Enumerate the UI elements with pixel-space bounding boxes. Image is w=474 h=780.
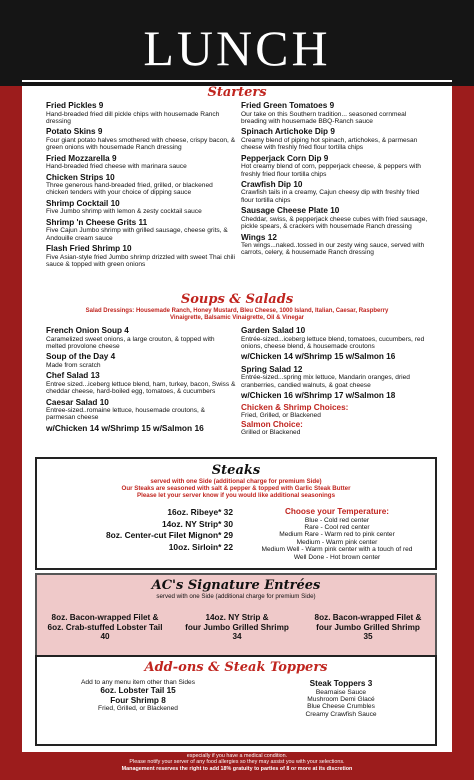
signature-line: 8oz. Bacon-wrapped Filet &: [51, 613, 159, 622]
spring-addons: w/Chicken 16 w/Shrimp 17 w/Salmon 18: [241, 391, 396, 401]
menu-item: [46, 101, 236, 125]
item-name: Spinach Artichoke Dip 9: [241, 127, 335, 137]
topper-item: Blue Cheese Crumbles: [307, 703, 375, 711]
signature-line: 6oz. Crab-stuffed Lobster Tail: [47, 622, 163, 632]
signature-price: 34: [232, 632, 242, 641]
item-desc: Caramelized sweet onions, a large crouton, & topped with melted provolone cheese: [46, 335, 215, 350]
soups-heading: Soups & Salads: [180, 292, 294, 307]
addons-sub: Add to any menu item other than Sides: [81, 679, 195, 686]
menu-item: [241, 233, 431, 257]
item-name: Caesar Salad 10: [46, 397, 109, 407]
steaks-sub-1: served with one Side (additional charge for premium Side): [150, 478, 322, 485]
item-name: Pepperjack Corn Dip 9: [241, 153, 329, 163]
item-desc: Our take on this Southern tradition... seasoned cornmeal breading with housemade BBQ-Ranch sauce: [241, 110, 407, 125]
header-divider: [22, 80, 452, 82]
item-desc: Three generous hand-breaded fried, grilled, or blackened chicken tenders with your choice of dipping sauce: [46, 182, 213, 197]
item-name: Garden Salad 10: [241, 326, 306, 335]
starters-heading: Starters: [207, 85, 267, 100]
item-desc: Creamy blend of piping hot spinach, artichokes, & parmesan cheese with freshly fried flour tortilla chips: [241, 136, 418, 152]
item-desc: Cheddar, swiss, & pepperjack cheese cubes with fried sausage, pickle spears, & crackers with housemade Ranch dressing: [241, 215, 428, 231]
addons-box: [35, 655, 437, 746]
soups-left-column: [46, 326, 236, 433]
item-desc: Hot creamy blend of corn, pepperjack cheese, & peppers with freshly fried flour tortilla chips: [241, 163, 421, 178]
temperature-item: Well Done - Hot brown center: [293, 553, 381, 561]
steak-item: 16oz. Ribeye* 32: [167, 507, 233, 517]
salad-dressings: Salad Dressings: Housemade Ranch, Honey Mustard, Bleu Cheese, 1000 Island, Italian, Caesar, Raspberry Vinaigrette, Balsamic Vinaigrette, Oil & Vinegar: [85, 308, 389, 321]
footer: [0, 746, 474, 772]
temperature-item: Medium Rare - Warm red to pink center: [279, 531, 395, 539]
item-desc: Four giant potato halves smothered with cheese, crispy bacon, & green onions with housemade Ranch dressing: [46, 136, 236, 152]
page-title: LUNCH: [143, 20, 331, 76]
item-desc: Entrée-sized...spring mix lettuce, Mandarin oranges, dried cranberries, candied walnuts, & goat cheese: [241, 374, 410, 389]
item-name: Soup of the Day 4: [46, 352, 116, 362]
item-desc: Hand-breaded fried dill pickle chips with housemade Ranch dressing: [46, 110, 220, 125]
addon-item: 6oz. Lobster Tail 15: [100, 686, 176, 696]
addon-item: Four Shrimp 8: [110, 695, 166, 705]
item-desc: Crawfish tails in a creamy, Cajun cheesy dip with freshly fried flour tortilla chips: [241, 189, 420, 204]
steaks-box: [35, 457, 437, 570]
temperature-title: Choose your Temperature:: [284, 507, 390, 516]
steaks-sub-3: Please let your server know if you would like additional seasonings: [136, 492, 336, 499]
menu-item: [241, 154, 431, 178]
item-name: Crawfish Dip 10: [241, 179, 303, 189]
menu-item: [46, 352, 236, 369]
menu-item: [241, 206, 431, 230]
protein-choices-desc: Fried, Grilled, or Blackened: [241, 412, 321, 420]
item-desc: Ten wings...naked..tossed in our zesty wing sauce, served with carrots, celery, & housemade Ranch dressing: [241, 242, 425, 257]
signature-price: 40: [100, 632, 110, 641]
temperature-item: Medium Well - Warm pink center with a touch of red: [261, 546, 413, 554]
addon-note: Fried, Grilled, or Blackened: [98, 705, 178, 713]
addons-heading: Add-ons & Steak Toppers: [144, 660, 328, 675]
menu-item: [46, 326, 236, 350]
signature-line: 14oz. NY Strip &: [205, 613, 269, 622]
menu-item: [46, 173, 236, 197]
steak-item: 14oz. NY Strip* 30: [161, 518, 233, 529]
starters-right-column: [241, 101, 431, 259]
menu-item: [241, 127, 431, 151]
signature-heading: AC's Signature Entrées: [151, 578, 321, 593]
topper-item: Creamy Crawfish Sauce: [305, 710, 377, 718]
salmon-choice-desc: Grilled or Blackened: [241, 429, 301, 437]
menu-item: [46, 244, 236, 268]
signature-line: four Jumbo Grilled Shrimp: [316, 622, 420, 632]
item-desc: Hand-breaded fried cheese with marinara sauce: [46, 163, 187, 171]
toppers-title: Steak Toppers 3: [309, 679, 373, 688]
menu-item: [46, 199, 236, 216]
item-desc: Made from scratch: [46, 361, 101, 369]
menu-item: [46, 371, 236, 395]
signature-line: four Jumbo Grilled Shrimp: [185, 622, 289, 632]
menu-item: [46, 154, 236, 171]
menu-item: [46, 127, 236, 151]
topper-item: Mushroom Demi Glacé: [307, 695, 375, 703]
item-name: Chef Salad 13: [46, 371, 100, 381]
item-name: Fried Green Tomatoes 9: [241, 101, 335, 110]
signature-item: [41, 613, 169, 642]
temperature-item: Medium - Warm pink center: [296, 538, 378, 546]
signature-line: 8oz. Bacon-wrapped Filet &: [314, 613, 422, 622]
footer-line: Please notify your server of any food allergies so they may assist you with your selections.: [129, 759, 345, 766]
signature-box: [35, 573, 437, 657]
item-desc: Entree-sized..romaine lettuce, housemade croutons, & parmesan cheese: [46, 407, 206, 422]
topper-item: Bearnaise Sauce: [315, 688, 367, 696]
menu-item: [46, 218, 236, 242]
menu-item: [241, 180, 431, 204]
item-name: Fried Pickles 9: [46, 101, 104, 110]
item-name: French Onion Soup 4: [46, 326, 129, 335]
soups-right-column: [241, 326, 431, 436]
item-desc: Entrée-sized...iceberg lettuce blend, tomatoes, cucumbers, red onions, cheese blend, & housemade croutons: [241, 335, 425, 350]
signature-item: [173, 613, 301, 642]
temperature-item: Rare - Cool red center: [304, 523, 370, 531]
garden-addons: w/Chicken 14 w/Shrimp 15 w/Salmon 16: [241, 352, 396, 362]
signature-item: [303, 613, 433, 642]
item-desc: Entree sized...iceberg lettuce blend, ham, turkey, bacon, Swiss & cheddar cheese, hard-boiled egg, tomatoes, & cucumbers: [46, 380, 236, 396]
temperature-guide: [243, 507, 431, 561]
item-name: Chicken Strips 10: [46, 172, 115, 182]
item-desc: Five Cajun Jumbo shrimp with grilled sausage, cheese grits, & Andouille cream sauce: [46, 227, 228, 242]
steaks-heading: Steaks: [211, 463, 261, 478]
item-name: Spring Salad 12: [241, 364, 303, 374]
signature-sub: served with one Side (additional charge for premium Side): [156, 593, 316, 600]
item-name: Wings 12: [241, 232, 277, 242]
menu-item: [241, 365, 431, 389]
starters-left-column: [46, 101, 236, 270]
item-desc: Five Asian-style fried Jumbo shrimp drizzled with sweet Thai chili sauce & topped with green onions: [46, 253, 235, 268]
caesar-addons: w/Chicken 14 w/Shrimp 15 w/Salmon 16: [46, 422, 204, 433]
item-name: Sausage Cheese Plate 10: [241, 206, 340, 216]
steak-toppers: [251, 679, 431, 718]
steak-list: [43, 507, 233, 553]
steak-item: 8oz. Center-cut Filet Mignon* 29: [105, 530, 233, 540]
addons-list: [43, 679, 233, 713]
temperature-item: Blue - Cold red center: [304, 516, 370, 524]
footer-line: especially if you have a medical condition.: [186, 752, 288, 759]
item-name: Shrimp 'n Cheese Grits 11: [46, 217, 148, 227]
steak-item: 10oz. Sirloin* 22: [168, 541, 233, 552]
menu-item: [241, 101, 431, 125]
footer-line: *Consumer Advisory: Consuming raw or undercooked meat, seafood, or poultry may increase your risk of foodborne illness,: [89, 746, 385, 752]
item-name: Fried Mozzarella 9: [46, 153, 117, 163]
item-desc: Five Jumbo shrimp with lemon & zesty cocktail sauce: [46, 208, 202, 216]
protein-choices-title: Chicken & Shrimp Choices:: [241, 402, 349, 412]
footer-line: Management reserves the right to add 18% gratuity to parties of 8 or more at its discretion: [121, 765, 353, 772]
salmon-choice-title: Salmon Choice:: [241, 419, 303, 429]
item-name: Shrimp Cocktail 10: [46, 198, 120, 208]
item-name: Flash Fried Shrimp 10: [46, 244, 132, 254]
steaks-sub-2: Our Steaks are seasoned with salt & pepper & topped with Garlic Steak Butter: [121, 485, 351, 492]
item-name: Potato Skins 9: [46, 127, 103, 137]
menu-item: [46, 398, 236, 422]
signature-price: 35: [363, 632, 373, 641]
menu-item: [241, 326, 431, 350]
